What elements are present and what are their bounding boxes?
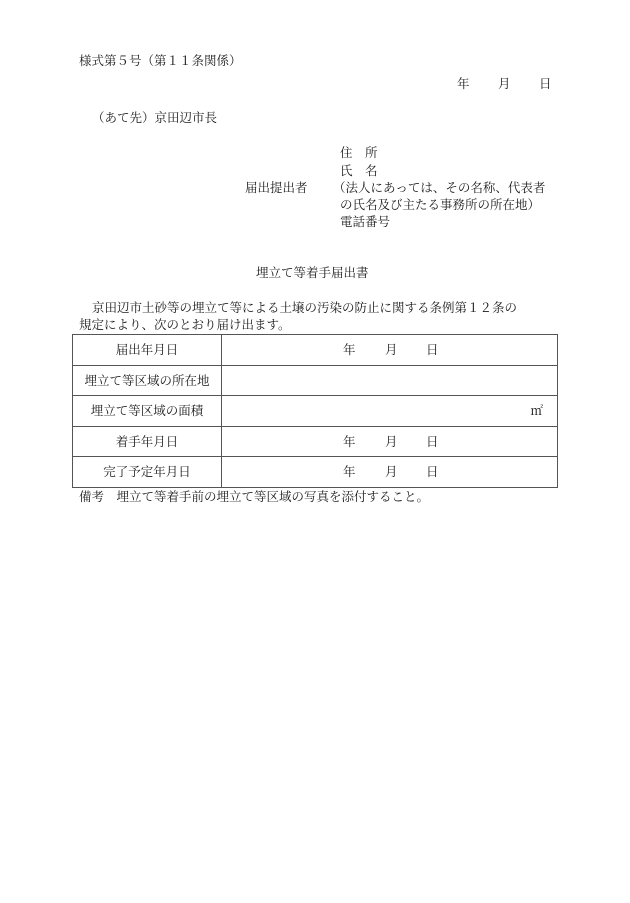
year-label: 年	[343, 433, 356, 449]
header-date-year: 年	[457, 76, 470, 91]
submitter-label: 届出提出者	[245, 180, 308, 195]
table-row	[73, 426, 558, 457]
day-label: 日	[426, 342, 439, 357]
row-label: 埋立て等区域の所在地	[73, 365, 222, 396]
month-label: 月	[385, 464, 398, 479]
year-label: 年	[343, 464, 356, 479]
square-meter-unit: ㎡	[530, 403, 543, 418]
header-date-month: 月	[498, 76, 511, 91]
site-area-field[interactable]	[222, 396, 558, 427]
body-line2: 規定により、次のとおり届け出ます。	[79, 317, 291, 332]
site-location-field[interactable]	[222, 365, 558, 396]
row-label: 完了予定年月日	[73, 457, 222, 488]
corporate-note-line1: （法人にあっては、その名称、代表者	[333, 180, 546, 195]
remarks: 備考 埋立て等着手前の埋立て等区域の写真を添付すること。	[79, 489, 430, 504]
table-row	[73, 365, 558, 396]
name-label: 氏 名	[340, 163, 378, 178]
body-line1: 京田辺市土砂等の埋立て等による土壌の汚染の防止に関する条例第１２条の	[92, 300, 518, 315]
notification-table	[72, 334, 558, 488]
table-row	[73, 335, 558, 366]
form-number: 様式第５号（第１１条関係）	[79, 53, 242, 68]
month-label: 月	[385, 342, 398, 357]
address-label: 住 所	[340, 145, 378, 160]
header-date-day: 日	[539, 76, 552, 91]
month-label: 月	[385, 433, 398, 449]
document-title: 埋立て等着手届出書	[256, 265, 369, 280]
row-label: 埋立て等区域の面積	[73, 396, 222, 427]
table-row	[73, 396, 558, 427]
completion-date-field[interactable]	[222, 457, 558, 488]
start-date-field[interactable]	[222, 426, 558, 457]
corporate-note-line2: の氏名及び主たる事務所の所在地）	[340, 197, 541, 212]
phone-label: 電話番号	[340, 214, 391, 229]
row-label: 着手年月日	[73, 426, 222, 457]
day-label: 日	[426, 464, 439, 479]
row-label: 届出年月日	[73, 335, 222, 366]
year-label: 年	[343, 342, 356, 357]
table-row	[73, 457, 558, 488]
addressee: （あて先）京田辺市長	[92, 110, 218, 125]
notification-date-field[interactable]	[222, 335, 558, 366]
day-label: 日	[426, 433, 439, 449]
